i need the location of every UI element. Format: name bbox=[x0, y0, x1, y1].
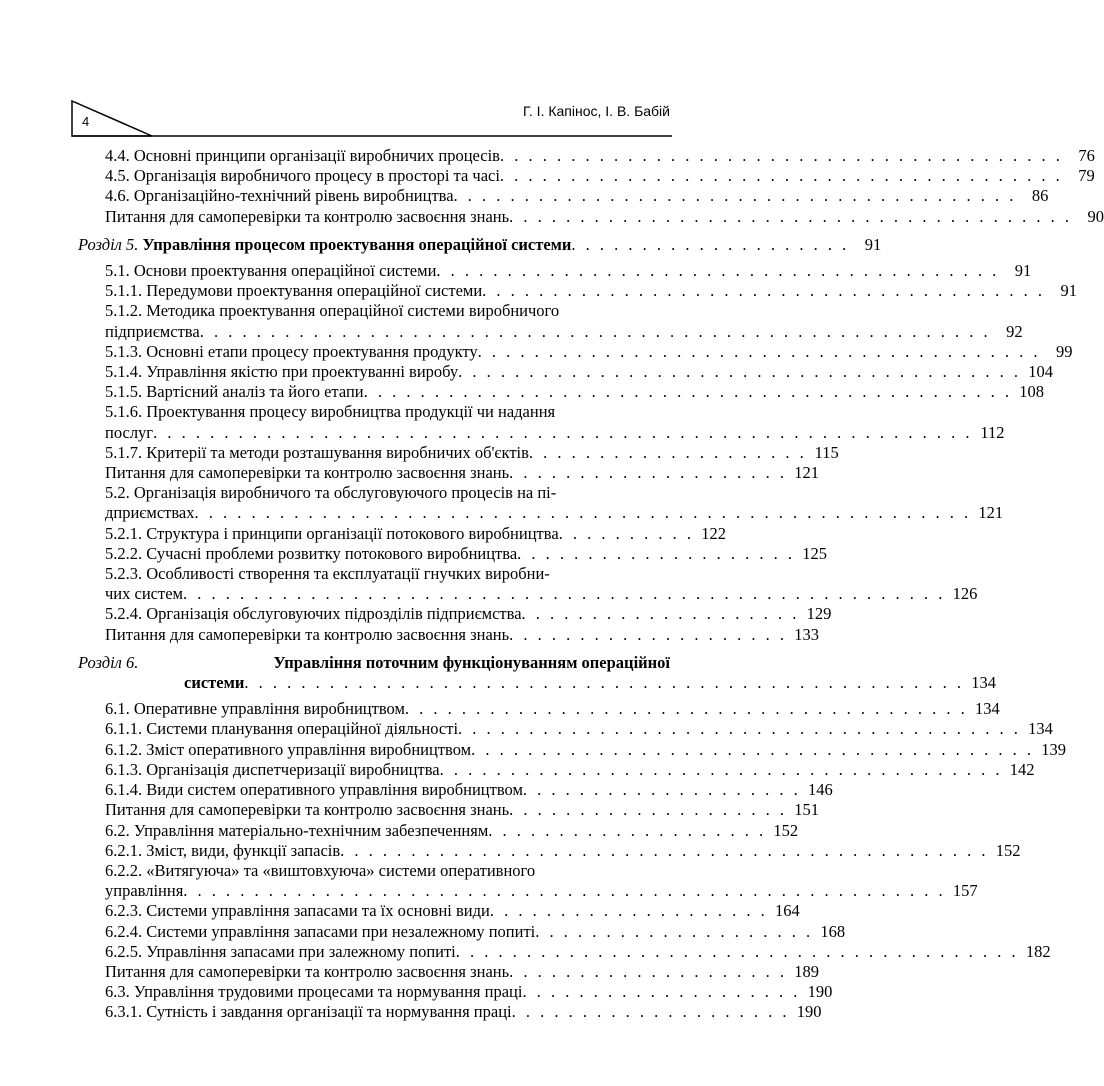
dot-leader: . . . . . . . . . . . . . . . . . . . . . . . . . . . . . . . . . . . . . . . . . . . . . . bbox=[340, 840, 989, 860]
toc-entry-title-line1: 5.1.2. Методика проектування операційної системи виробничого bbox=[105, 301, 560, 321]
toc-page-number: 164 bbox=[774, 901, 800, 921]
toc-entry bbox=[78, 543, 828, 564]
toc-page-number: 121 bbox=[794, 463, 820, 483]
toc-entry bbox=[78, 186, 1049, 206]
toc-entry bbox=[78, 463, 820, 483]
dot-leader: . . . . . . . . . . . . . . . . . . . . bbox=[528, 442, 807, 462]
toc-entry-title: 6.1.2. Зміст оперативного управління виробництвом bbox=[105, 739, 472, 759]
toc-entry-title: 6.1.4. Види систем оперативного управління виробництвом bbox=[105, 780, 523, 800]
dot-leader: . . . . . . . . . . . . . . . . . . . . bbox=[509, 463, 788, 483]
header-authors: Г. І. Капінос, І. В. Бабій bbox=[523, 103, 670, 119]
toc-entry bbox=[78, 780, 833, 800]
toc-page-number: 91 bbox=[1014, 261, 1032, 281]
toc-entry bbox=[78, 206, 1104, 227]
toc-entry bbox=[78, 442, 839, 463]
toc-page-number: 157 bbox=[952, 881, 978, 901]
toc-entry bbox=[78, 261, 1032, 281]
toc-entry bbox=[78, 321, 1023, 342]
dot-leader: . . . . . . . . . . . . . . . . . . . . bbox=[535, 921, 814, 941]
dot-leader: . . . . . . . . . . . . . . . . . . . . . . . . . . . . . . . . . . . . . . . . bbox=[509, 206, 1073, 226]
toc-entry bbox=[78, 362, 1054, 382]
toc-entry-title: 5.2.1. Структура і принципи організації потокового виробництва bbox=[105, 523, 559, 543]
dot-leader: . . . . . . . . . . . . . . . . . . . . . . . . . . . . . . . . . . . . . . . . bbox=[453, 186, 1017, 206]
toc-page-number: 168 bbox=[820, 921, 846, 941]
toc-entry bbox=[78, 901, 800, 921]
dot-leader: . . . . . . . . . . . . . . . . . . . . . . . . . . . . . . . . . . . . . . . . . . . . . . . . . . . . . . bbox=[182, 584, 946, 604]
toc-entry-title: 4.5. Організація виробничого процесу в просторі та часі bbox=[105, 166, 500, 186]
toc-entry bbox=[78, 281, 1078, 301]
toc-entry bbox=[78, 166, 1095, 186]
toc-entry bbox=[78, 146, 1095, 166]
toc-entry-title-line2: управління bbox=[105, 881, 184, 901]
toc-page-number: 129 bbox=[806, 604, 832, 624]
toc-entry bbox=[78, 341, 1073, 362]
toc-entry-title: Питання для самоперевірки та контролю засвоєння знань bbox=[105, 624, 510, 644]
dot-leader: . . . . . . . . . . . . . . . . . . . . . . . . . . . . . . . . . . . . . . . . bbox=[482, 281, 1046, 301]
section-label: Розділ 6. bbox=[78, 652, 139, 672]
toc-page-number: 104 bbox=[1028, 362, 1054, 382]
toc-entry-title: 5.2.2. Сучасні проблеми розвитку потокового виробництва bbox=[105, 543, 518, 563]
toc-page-number: 152 bbox=[995, 840, 1021, 860]
dot-leader: . . . . . . . . . . . . . . . . . . . . bbox=[521, 604, 800, 624]
toc-page-number: 151 bbox=[794, 800, 820, 820]
toc-entry-title: 6.1.3. Організація диспетчеризації виробництва bbox=[105, 759, 440, 779]
toc-entry-title: Питання для самоперевірки та контролю засвоєння знань bbox=[105, 463, 510, 483]
dot-leader: . . . . . . . . . . . . . . . . . . . . . . . . . . . . . . . . . . . . . . . . bbox=[436, 261, 1000, 281]
page-header bbox=[72, 96, 672, 138]
toc-page-number: 134 bbox=[975, 699, 1000, 719]
toc-entry-title-line1: 5.1.6. Проектування процесу виробництва продукції чи надання bbox=[105, 402, 556, 422]
dot-leader: . . . . . . . . . . bbox=[558, 523, 695, 543]
page-number: 4 bbox=[82, 114, 90, 129]
dot-leader: . . . . . . . . . . . . . . . . . . . . . . . . . . . . . . . . . . . . . . . . . . . . . . . . . . . . . . . . . . bbox=[153, 422, 973, 442]
toc-entry bbox=[78, 719, 1053, 739]
dot-leader: . . . . . . . . . . . . . . . . . . . . . . . . . . . . . . . . . . . . . . . . . . . . . . . . . . . bbox=[244, 673, 964, 693]
dot-leader: . . . . . . . . . . . . . . . . . . . . bbox=[571, 234, 850, 254]
toc-entry-title: 6.2. Управління матеріально-технічним забезпеченням bbox=[105, 820, 489, 840]
section-label: Розділ 5. bbox=[78, 234, 139, 254]
toc-page-number: 91 bbox=[864, 234, 882, 254]
dot-leader: . . . . . . . . . . . . . . . . . . . . bbox=[509, 961, 788, 981]
toc-page-number: 152 bbox=[773, 820, 799, 840]
toc-page-number: 126 bbox=[952, 584, 978, 604]
toc-entry bbox=[78, 584, 978, 604]
toc-entry bbox=[78, 941, 1051, 962]
toc-entry bbox=[78, 1002, 822, 1022]
section-heading-5 bbox=[78, 234, 882, 255]
dot-leader: . . . . . . . . . . . . . . . . . . . . bbox=[511, 1002, 790, 1022]
dot-leader: . . . . . . . . . . . . . . . . . . . . . . . . . . . . . . . . . . . . . . . . . . . . . . . . . . . . . . . . bbox=[199, 321, 991, 341]
toc-page-number: 90 bbox=[1087, 206, 1104, 226]
toc-entry bbox=[78, 624, 820, 645]
toc-entry bbox=[78, 881, 978, 901]
toc-page-number: 133 bbox=[794, 624, 820, 644]
toc-entry bbox=[78, 382, 1044, 402]
toc-entry-title: 5.1.7. Критерії та методи розташування виробничих об'єктів bbox=[105, 442, 529, 462]
toc-page-number: 91 bbox=[1060, 281, 1078, 301]
toc-entry-title-line2: дприємствах bbox=[105, 503, 195, 523]
toc-entry-title: Питання для самоперевірки та контролю засвоєння знань bbox=[105, 800, 510, 820]
toc-page-number: 115 bbox=[814, 442, 839, 462]
toc-entry bbox=[78, 820, 799, 841]
dot-leader: . . . . . . . . . . . . . . . . . . . . . . . . . . . . . . . . . . . . . . . . bbox=[455, 941, 1019, 961]
toc-entry-title-line2: чих систем bbox=[105, 584, 183, 604]
dot-leader: . . . . . . . . . . . . . . . . . . . . bbox=[522, 982, 801, 1002]
toc-entry bbox=[78, 523, 727, 544]
toc-entry-title: 5.2.4. Організація обслуговуючих підрозділів підприємства bbox=[105, 604, 522, 624]
toc-entry-title: 6.1.1. Системи планування операційної діяльності bbox=[105, 719, 459, 739]
toc-page-number: 76 bbox=[1078, 146, 1095, 165]
toc-entry-title: 6.2.5. Управління запасами при залежному попиті bbox=[105, 941, 456, 961]
dot-leader: . . . . . . . . . . . . . . . . . . . . . . . . . . . . . . . . . . . . . . . . bbox=[499, 166, 1063, 186]
dot-leader: . . . . . . . . . . . . . . . . . . . . . . . . . . . . . . . . . . . . . . . . . . . . . . . . . . . . . . bbox=[183, 881, 946, 901]
table-of-contents bbox=[78, 146, 1104, 1023]
toc-entry-title: 6.3. Управління трудовими процесами та нормування праці bbox=[105, 982, 523, 1002]
dot-leader: . . . . . . . . . . . . . . . . . . . . . . . . . . . . . . . . . . . . . . . . bbox=[458, 362, 1022, 382]
toc-entry bbox=[78, 982, 833, 1002]
toc-entry bbox=[78, 739, 1066, 760]
toc-page-number: 182 bbox=[1025, 941, 1051, 961]
toc-entry-title-line2: послуг bbox=[105, 422, 154, 442]
toc-page-number: 125 bbox=[802, 543, 828, 563]
toc-page-number: 142 bbox=[1009, 759, 1035, 779]
toc-entry-title-line1: 6.2.2. «Витягуюча» та «виштовхуюча» системи оперативного bbox=[105, 860, 536, 880]
dot-leader: . . . . . . . . . . . . . . . . . . . . bbox=[509, 624, 788, 644]
dot-leader: . . . . . . . . . . . . . . . . . . . . . . . . . . . . . . . . . . . . . . . . bbox=[458, 719, 1021, 739]
toc-entry-title: 4.4. Основні принципи організації виробничих процесів bbox=[105, 146, 500, 165]
section-title-line2: системи bbox=[184, 673, 245, 693]
dot-leader: . . . . . . . . . . . . . . . . . . . . . . . . . . . . . . . . . . . . . . . . . . . . . . . . . . . . . . . bbox=[194, 503, 972, 523]
dot-leader: . . . . . . . . . . . . . . . . . . . . . . . . . . . . . . . . . . . . . . . . . . . . . . bbox=[363, 382, 1012, 402]
toc-page-number: 134 bbox=[1028, 719, 1053, 739]
dot-leader: . . . . . . . . . . . . . . . . . . . . bbox=[522, 780, 801, 800]
dot-leader: . . . . . . . . . . . . . . . . . . . . . . . . . . . . . . . . . . . . . . . . bbox=[477, 341, 1041, 361]
toc-page-number: 86 bbox=[1031, 186, 1049, 206]
toc-page-number: 134 bbox=[971, 673, 996, 693]
dot-leader: . . . . . . . . . . . . . . . . . . . . bbox=[509, 800, 788, 820]
toc-page-number: 121 bbox=[978, 503, 1004, 523]
section-title: Управління процесом проектування операційної системи bbox=[142, 234, 572, 254]
toc-entry-title: 6.2.1. Зміст, види, функції запасів bbox=[105, 840, 341, 860]
toc-page-number: 190 bbox=[796, 1002, 822, 1022]
toc-entry-title: 6.2.3. Системи управління запасами та їх основні види bbox=[105, 901, 490, 921]
toc-entry-title-line1: 5.2.3. Особливості створення та експлуатації гнучких виробни- bbox=[105, 564, 550, 584]
toc-page-number: 108 bbox=[1019, 382, 1044, 402]
dot-leader: . . . . . . . . . . . . . . . . . . . . bbox=[488, 820, 767, 840]
toc-page-number: 79 bbox=[1078, 166, 1095, 186]
toc-entry bbox=[78, 422, 1005, 443]
section-heading-6 bbox=[78, 652, 996, 693]
toc-page-number: 146 bbox=[808, 780, 833, 800]
toc-entry-title: Питання для самоперевірки та контролю засвоєння знань bbox=[105, 961, 510, 981]
dot-leader: . . . . . . . . . . . . . . . . . . . . bbox=[489, 901, 768, 921]
toc-page-number: 189 bbox=[794, 961, 820, 981]
toc-page-number: 122 bbox=[701, 523, 727, 543]
toc-entry-title: Питання для самоперевірки та контролю засвоєння знань bbox=[105, 206, 510, 226]
section-title-line1: Управління поточним функціонуванням операційної bbox=[273, 652, 670, 672]
toc-page-number: 139 bbox=[1041, 739, 1066, 759]
toc-entry-title: 6.2.4. Системи управління запасами при незалежному попиті bbox=[105, 921, 536, 941]
toc-entry-title: 5.1. Основи проектування операційної системи bbox=[105, 261, 437, 281]
toc-entry-title: 5.1.3. Основні етапи процесу проектування продукту bbox=[105, 341, 478, 361]
dot-leader: . . . . . . . . . . . . . . . . . . . . . . . . . . . . . . . . . . . . . . . . bbox=[439, 759, 1003, 779]
toc-entry-title: 5.1.1. Передумови проектування операційної системи bbox=[105, 281, 483, 301]
toc-entry-title: 6.3.1. Сутність і завдання організації та нормування праці bbox=[105, 1002, 512, 1022]
toc-entry-title: 6.1. Оперативне управління виробництвом bbox=[105, 699, 405, 719]
toc-entry bbox=[78, 759, 1035, 780]
toc-entry-title-line2: підприємства bbox=[105, 321, 200, 341]
toc-page-number: 92 bbox=[1006, 321, 1023, 341]
toc-entry bbox=[78, 503, 1004, 523]
toc-entry-title: 5.1.4. Управління якістю при проектуванні виробу bbox=[105, 362, 459, 382]
dot-leader: . . . . . . . . . . . . . . . . . . . . . . . . . . . . . . . . . . . . . . . . bbox=[499, 146, 1063, 165]
toc-entry-title-line1: 5.2. Організація виробничого та обслуговуючого процесів на пі- bbox=[105, 483, 557, 503]
dot-leader: . . . . . . . . . . . . . . . . . . . . bbox=[517, 543, 796, 563]
toc-entry bbox=[78, 961, 820, 982]
toc-entry-title: 5.1.5. Вартісний аналіз та його етапи bbox=[105, 382, 364, 402]
toc-page-number: 190 bbox=[807, 982, 833, 1002]
toc-entry bbox=[78, 699, 1000, 719]
toc-page-number: 99 bbox=[1056, 341, 1073, 361]
toc-page-number: 112 bbox=[980, 422, 1005, 442]
toc-entry bbox=[78, 921, 846, 942]
dot-leader: . . . . . . . . . . . . . . . . . . . . . . . . . . . . . . . . . . . . . . . . bbox=[471, 739, 1034, 759]
toc-entry-title: 4.6. Організаційно-технічний рівень виробництва bbox=[105, 186, 454, 206]
toc-entry bbox=[78, 800, 820, 820]
dot-leader: . . . . . . . . . . . . . . . . . . . . . . . . . . . . . . . . . . . . . . . . bbox=[404, 699, 968, 719]
toc-entry bbox=[78, 604, 832, 624]
toc-entry bbox=[78, 840, 1021, 861]
